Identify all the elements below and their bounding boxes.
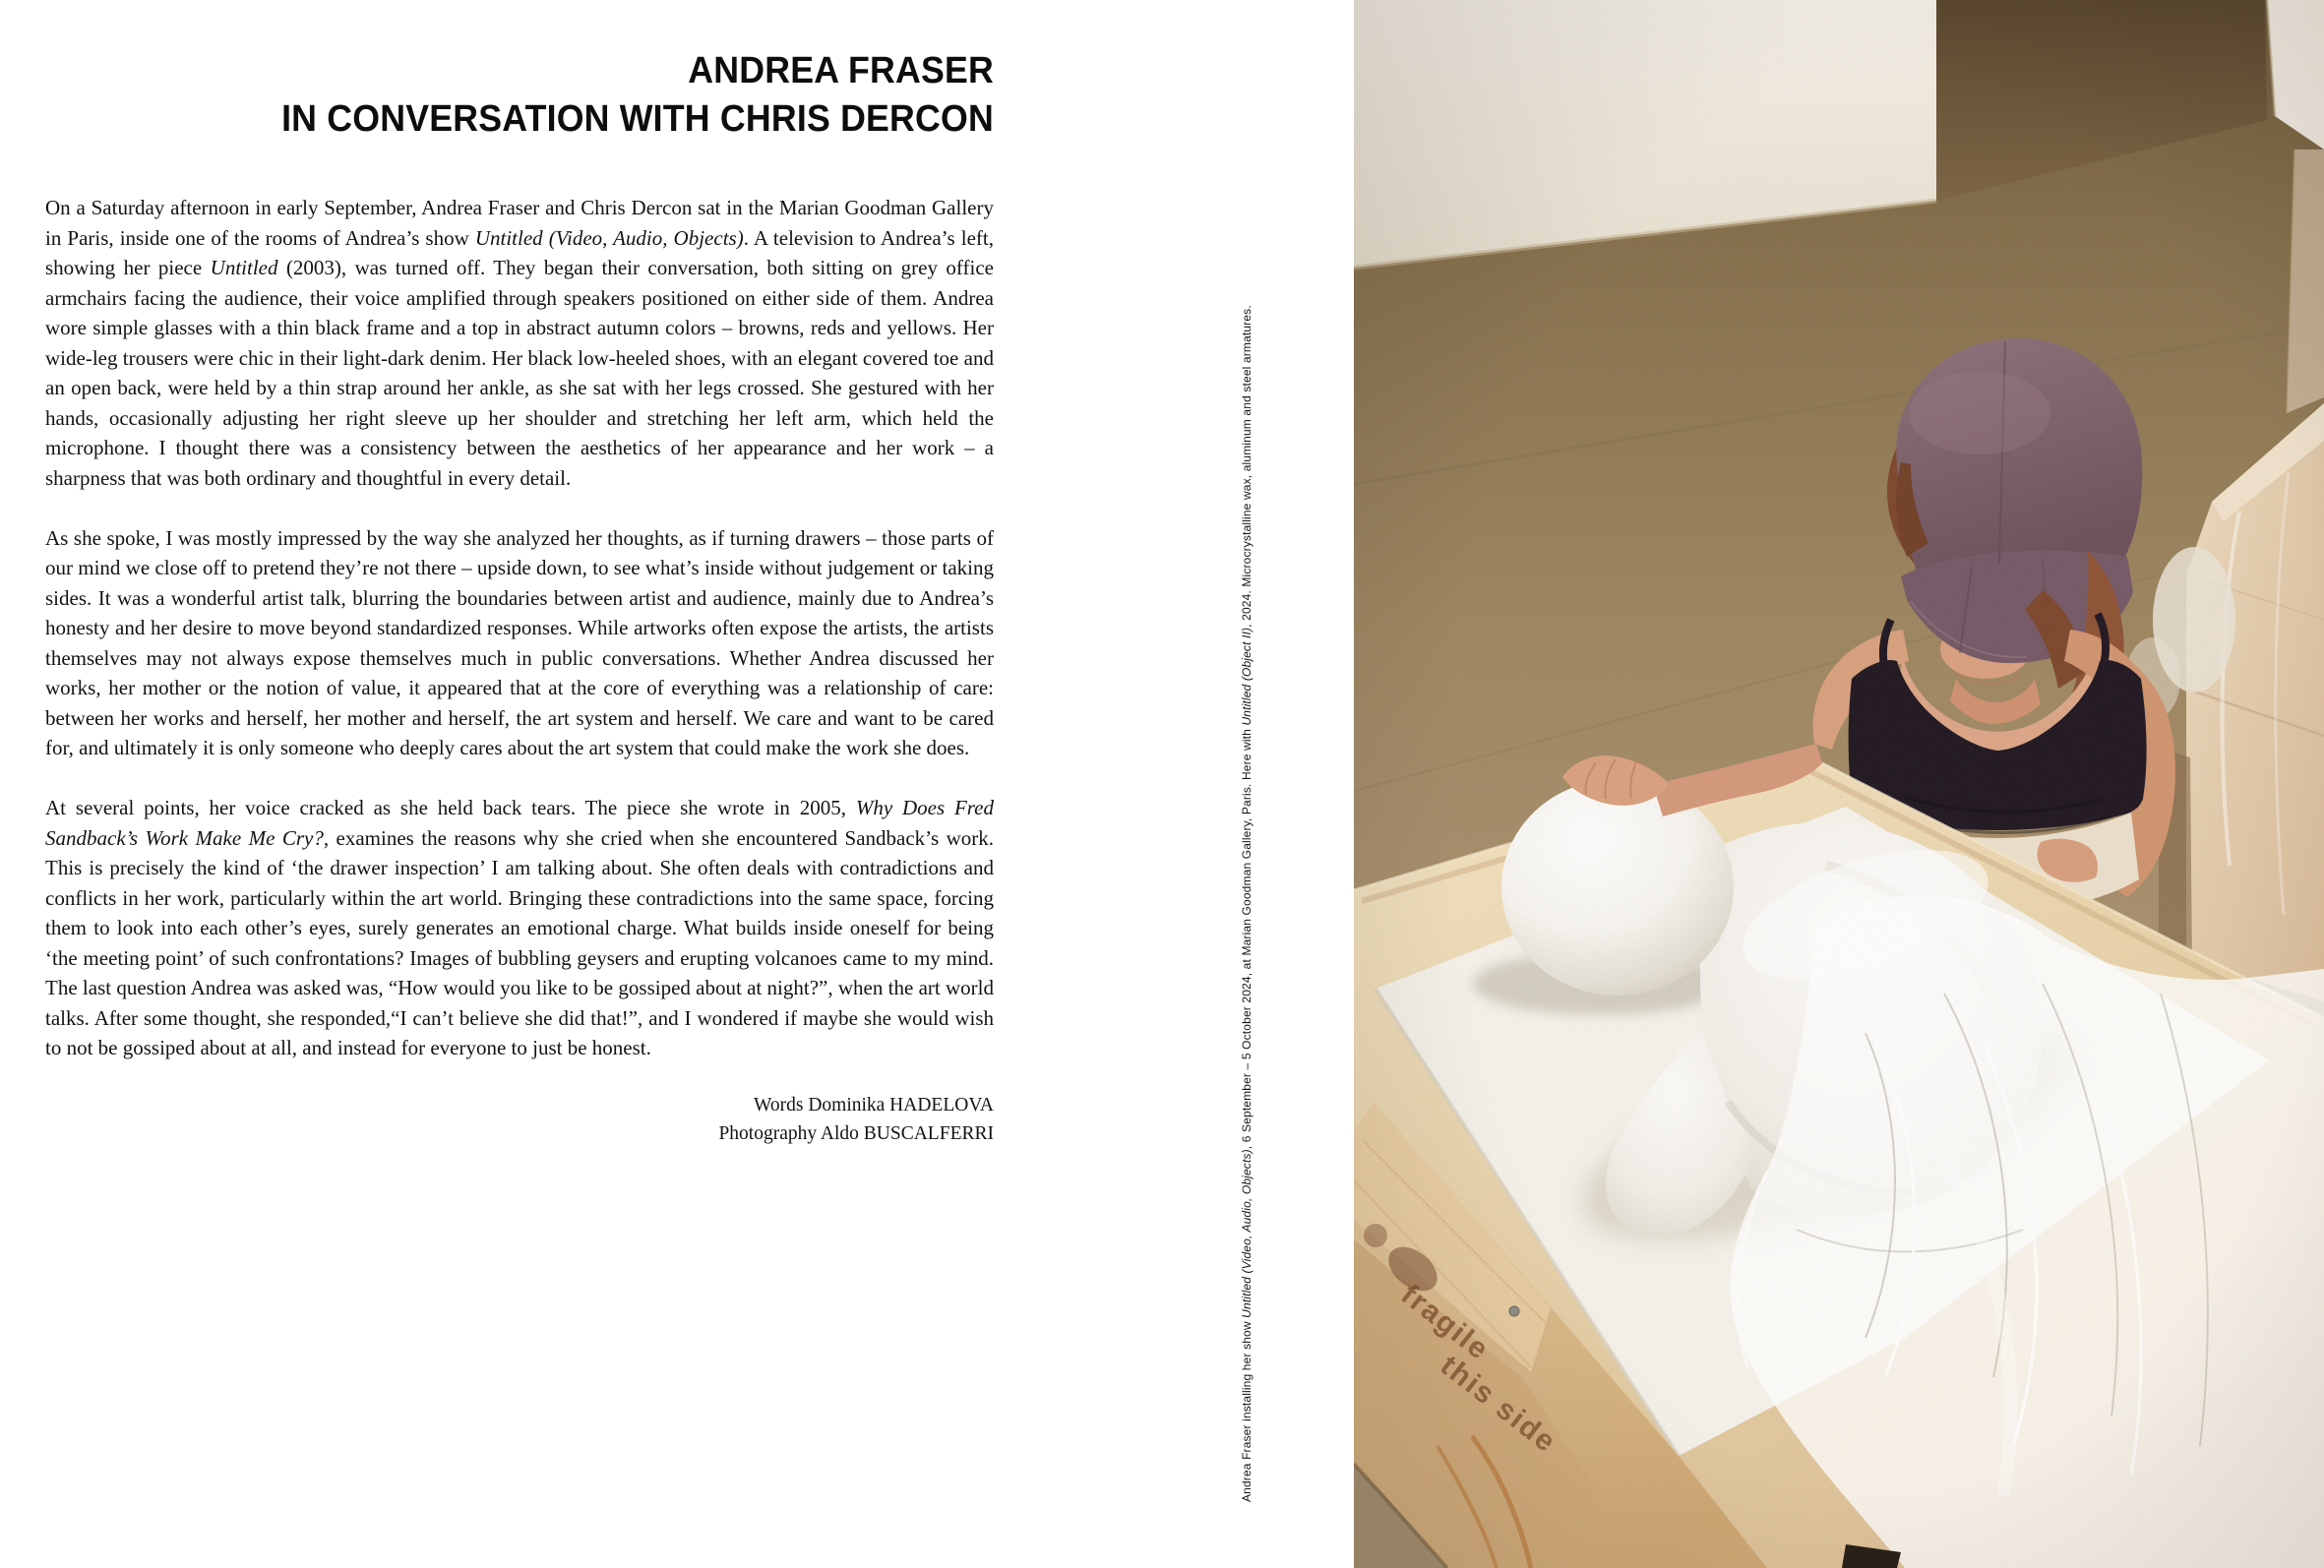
article-body — [45, 193, 994, 1063]
article-paragraph: As she spoke, I was mostly impressed by the way she analyzed her thoughts, as if turning drawers – those parts of our mind we close off to pretend they’re not there – upside down, to see what’s inside without judgement or taking sides. It was a wonderful artist talk, blurring the boundaries between artist and audience, mainly due to Andrea’s honesty and her desire to move beyond standardized responses. While artworks often expose the artists, the artists themselves may not always expose themselves much in public conversations. Whether Andrea discussed her works, her mother or the notion of value, it appeared that at the core of everything was a relationship of care: between her works and herself, her mother and herself, the art system and herself. We care and want to be cared for, and ultimately it is only someone who deeply cares about the art system that could make the work she does. — [45, 525, 994, 759]
article-title — [102, 47, 994, 144]
credit-photography: Photography Aldo BUSCALFERRI — [718, 1123, 994, 1144]
article-credits — [45, 1091, 994, 1148]
film-grain-overlay — [1354, 0, 2324, 1568]
article-paragraph: On a Saturday afternoon in early September, Andrea Fraser and Chris Dercon sat in the Marian Goodman Gallery in Paris, inside one of the rooms of Andrea’s show Untitled (Video, Audio, Objects). A television to Andrea’s left, showing her piece Untitled (2003), was turned off. They began their conversation, both sitting on grey office armchairs facing the audience, their voice amplified through speakers positioned on either side of them. Andrea wore simple glasses with a thin black frame and a top in abstract autumn colors – browns, reds and yellows. Her wide-leg trousers were chic in their light-dark denim. Her black low-heeled shoes, with an elegant covered toe and an open back, were held by a thin strap around her ankle, as she sat with her legs crossed. She gestured with her hands, occasionally adjusting her right sleeve up her shoulder and stretching her left arm, which held the microphone. I thought there was a consistency between the aesthetics of her appearance and her work – a sharpness that was both ordinary and thoughtful in every detail. — [45, 196, 994, 490]
article-title-line-1: ANDREA FRASER — [688, 50, 994, 91]
gallery-photograph-art — [1354, 0, 2324, 1568]
article-paragraph: At several points, her voice cracked as she held back tears. The piece she wrote in 2005, Why Does Fred Sandback’s Work Make Me Cry?, examines the reasons why she cried when she encountered Sandback’s work. This is precisely the kind of ‘the drawer inspection’ I am talking about. She often deals with contradictions and conflicts in her work, particularly within the art world. Bringing these contradictions into the same space, forcing them to look into each other’s eyes, surely generates an emotional charge. What builds inside oneself for being ‘the meeting point’ of such confrontations? Images of bubbling geysers and erupting volcanoes came to my mind. The last question Andrea was asked was, “How would you like to be gossiped about at night?”, when the art world talks. After some thought, she responded,“I can’t believe she did that!”, and I wondered if maybe she would wish to not be gossiped about at all, and instead for everyone to just be honest. — [45, 796, 995, 1059]
photo-caption-vertical: Andrea Fraser installing her show Untitled (Video, Audio, Objects), 6 September – 5 October 2024, at Marian Goodman Gallery, Paris. Here with Untitled (Object II), 2024. Microcrystalline wax, aluminum and steel armatures. — [1240, 305, 1254, 1502]
article-title-line-2: IN CONVERSATION WITH CHRIS DERCON — [281, 98, 994, 140]
credit-words: Words Dominika HADELOVA — [754, 1095, 994, 1116]
article-column — [45, 0, 994, 1148]
gallery-photo — [1354, 0, 2324, 1568]
